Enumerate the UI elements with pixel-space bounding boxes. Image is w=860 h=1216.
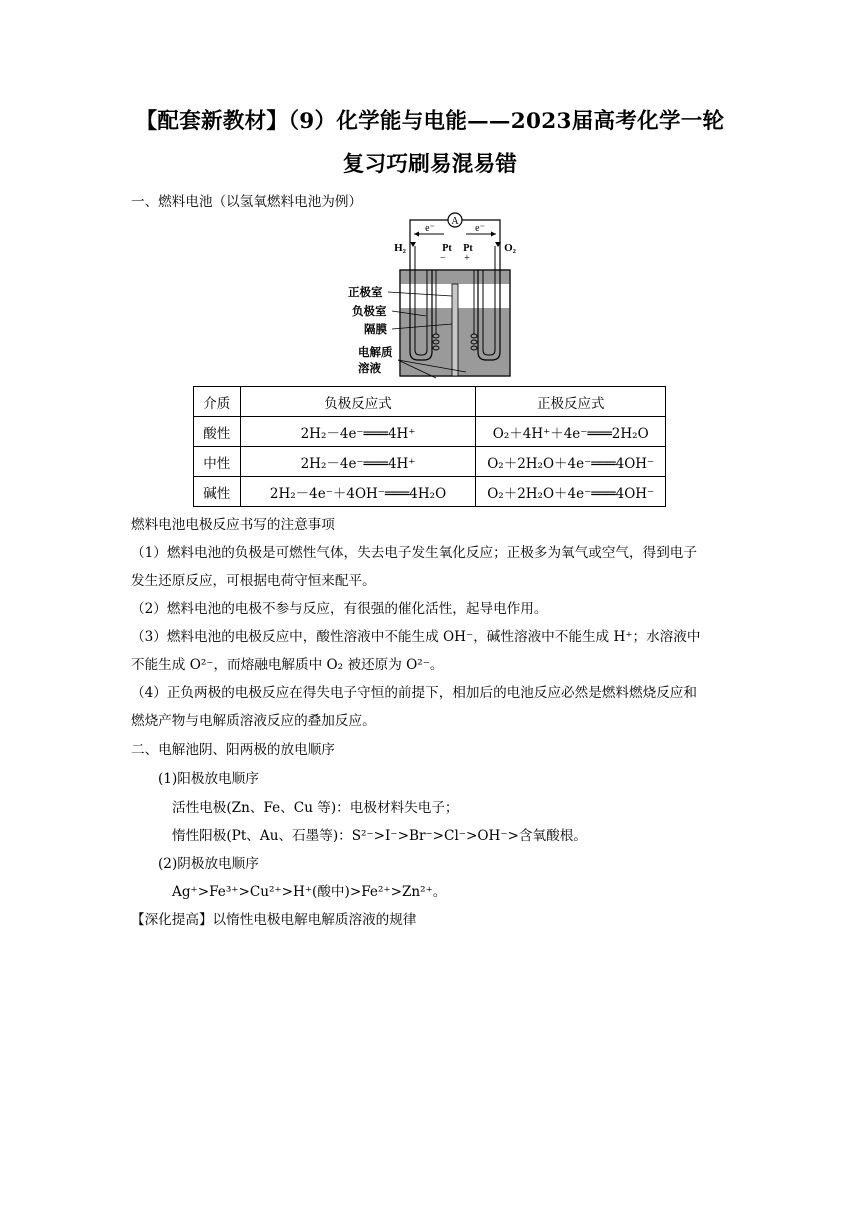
label-negative-chamber: 负极室 (352, 304, 387, 318)
header-positive: 正极反应式 (476, 387, 666, 417)
pt-right-label: Pt (463, 243, 473, 254)
note-4-line-2: 燃烧产物与电解质溶液反应的叠加反应。 (131, 713, 376, 729)
header-medium: 介质 (194, 387, 241, 417)
cathode-order-title: (2)阴极放电顺序 (158, 856, 259, 872)
h2-label: H₂ (394, 242, 406, 254)
row-negative: 2H₂－4e⁻＋4OH⁻═══4H₂O (240, 477, 476, 507)
row-positive: O₂＋2H₂O＋4e⁻═══4OH⁻ (476, 477, 666, 507)
section-heading-fuel-cell: 一、燃料电池（以氢氧燃料电池为例） (131, 194, 363, 210)
page-title-line-1: 【配套新教材】（9）化学能与电能——2023届高考化学一轮 (135, 109, 725, 134)
note-1-line-2: 发生还原反应，可根据电荷守恒来配平。 (131, 573, 376, 589)
note-4-line-1: （4）正负两极的电极反应在得失电子守恒的前提下，相加后的电池反应必然是燃料燃烧反应和 (131, 685, 697, 701)
row-negative: 2H₂－4e⁻═══4H⁺ (240, 447, 476, 477)
anode-order-title: (1)阳极放电顺序 (158, 771, 259, 787)
label-electrolyte-2: 溶液 (358, 361, 381, 375)
electron-label-left: e⁻ (425, 223, 435, 234)
notes-title: 燃料电池电极反应书写的注意事项 (131, 517, 335, 533)
row-medium: 酸性 (194, 417, 241, 447)
section-heading-electrolysis: 二、电解池阴、阳两极的放电顺序 (131, 742, 335, 758)
row-positive: O₂＋2H₂O＋4e⁻═══4OH⁻ (476, 447, 666, 477)
row-positive: O₂＋4H⁺＋4e⁻═══2H₂O (476, 417, 666, 447)
note-2: （2）燃料电池的电极不参与反应，有很强的催化活性，起导电作用。 (131, 601, 548, 617)
pt-left-sign: − (440, 253, 446, 264)
note-3-line-1: （3）燃料电池的电极反应中，酸性溶液中不能生成 OH⁻，碱性溶液中不能生成 H⁺；水溶液中 (131, 629, 701, 645)
table-header-row (194, 387, 666, 417)
table-row (194, 417, 666, 447)
row-negative: 2H₂－4e⁻═══4H⁺ (240, 417, 476, 447)
table-row (194, 477, 666, 507)
header-negative: 负极反应式 (240, 387, 476, 417)
o2-label: O₂ (504, 242, 516, 254)
label-positive-chamber: 正极室 (348, 285, 383, 299)
electron-label-right: e⁻ (475, 223, 485, 234)
anode-inert-electrode: 惰性阳极(Pt、Au、石墨等)：S²⁻>I⁻>Br⁻>Cl⁻>OH⁻>含氧酸根。 (172, 828, 587, 844)
row-medium: 中性 (194, 447, 241, 477)
cathode-order: Ag⁺>Fe³⁺>Cu²⁺>H⁺(酸中)>Fe²⁺>Zn²⁺。 (172, 884, 447, 900)
table-row (194, 447, 666, 477)
row-medium: 碱性 (194, 477, 241, 507)
electrode-reaction-table (193, 386, 666, 507)
deepen-heading: 【深化提高】以惰性电极电解电解质溶液的规律 (131, 912, 417, 928)
fuel-cell-diagram (340, 212, 530, 384)
ammeter-label: A (451, 216, 459, 227)
label-electrolyte-1: 电解质 (358, 345, 393, 359)
pt-right-sign: + (464, 253, 470, 264)
label-membrane: 隔膜 (364, 322, 387, 336)
anode-active-electrode: 活性电极(Zn、Fe、Cu 等)：电极材料失电子； (172, 800, 459, 816)
pt-left-label: Pt (442, 243, 452, 254)
note-3-line-2: 不能生成 O²⁻，而熔融电解质中 O₂ 被还原为 O²⁻。 (131, 657, 444, 673)
note-1-line-1: （1）燃料电池的负极是可燃性气体，失去电子发生氧化反应；正极多为氧气或空气，得到电子 (131, 545, 697, 561)
page-title-line-2: 复习巧刷易混易错 (342, 152, 518, 177)
